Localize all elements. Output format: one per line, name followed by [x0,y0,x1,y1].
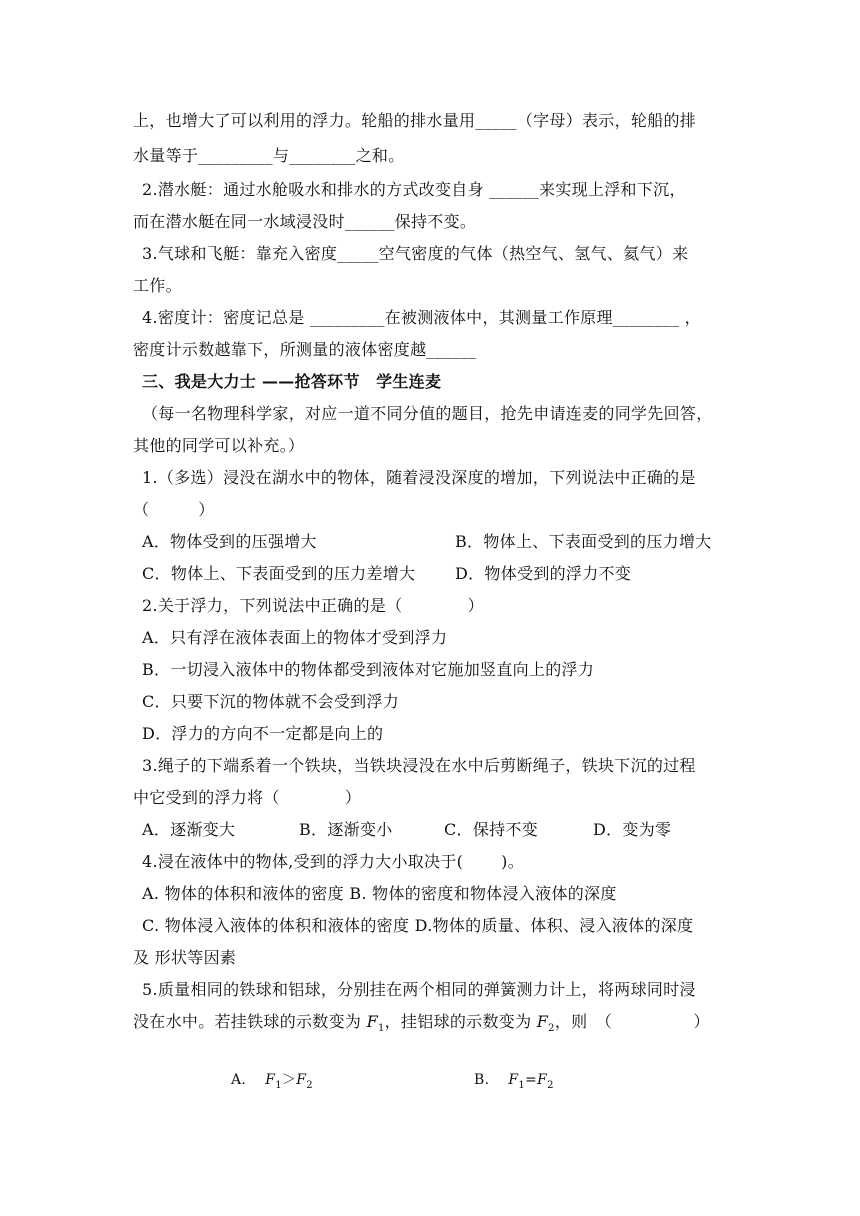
question-3-stem: 中它受到的浮力将（ ） [133,788,362,807]
option-c: C．物体上、下表面受到的压力差增大 [142,564,416,583]
option-b: B．逐渐变小 [299,820,393,839]
option-a: A．逐渐变大 [142,820,236,839]
option-a: A．物体受到的压强增大 [142,532,317,551]
question-4-options-cd: C. 物体浸入液体的体积和液体的密度 D.物体的质量、体积、浸入液体的深度 [142,916,694,935]
question-4-options-cd: 及 形状等因素 [133,948,237,967]
question-1-stem: （ ） [133,500,215,519]
question-4-options-ab: A. 物体的体积和液体的密度 B. 物体的密度和物体浸入液体的深度 [142,884,617,903]
option-b: B．物体上、下表面受到的压力增大 [455,532,712,551]
option-c: C．保持不变 [444,820,539,839]
question-5-stem: 没在水中。若挂铁球的示数变为 $F_1$，挂铝球的示数变为 $F_2$，则 （ ） [133,1012,710,1035]
option-d: D．物体受到的浮力不变 [455,564,632,583]
text-line: 上，也增大了可以利用的浮力。轮船的排水量用_____（字母）表示，轮船的排 [133,111,697,130]
question-4-stem: 4.浸在液体中的物体,受到的浮力大小取决于( )。 [142,852,525,871]
text-line: 密度计示数越靠下，所测量的液体密度越______ [133,340,477,359]
intro-line: 其他的同学可以补充。） [133,436,305,455]
option-a: A．只有浮在液体表面上的物体才受到浮力 [142,628,448,647]
question-5-option-a: A. $F_1>F_2$ [231,1072,313,1091]
text-line: 工作。 [133,276,182,295]
question-5-option-b: B. $F_1=F_2$ [474,1072,554,1091]
text-line: 2.潜水艇：通过水舱吸水和排水的方式改变自身 ______来实现上浮和下沉， [142,180,686,199]
question-5-stem: 5.质量相同的铁球和铝球，分别挂在两个相同的弹簧测力计上，将两球同时浸 [142,980,696,999]
option-b: B．一切浸入液体中的物体都受到液体对它施加竖直向上的浮力 [142,660,595,679]
question-1-options-row [142,532,742,552]
text-line: 水量等于_________与________之和。 [133,146,405,165]
text-line: 而在潜水艇在同一水域浸没时______保持不变。 [133,212,477,231]
question-2-stem: 2.关于浮力，下列说法中正确的是（ ） [142,596,484,615]
section-title: 三、我是大力士 ——抢答环节 学生连麦 [142,372,442,391]
question-1-options-row [142,564,742,584]
text-line: 4.密度计：密度记总是 _________在被测液体中，其测量工作原理________ ， [142,308,701,327]
question-3-stem: 3.绳子的下端系着一个铁块，当铁块浸没在水中后剪断绳子，铁块下沉的过程 [142,756,696,775]
option-c: C．只要下沉的物体就不会受到浮力 [142,692,400,711]
text-line: 3.气球和飞艇：靠充入密度_____空气密度的气体（热空气、氢气、氦气）来 [142,244,689,263]
question-1-stem: 1.（多选）浸没在湖水中的物体，随着浸没深度的增加，下列说法中正确的是 [142,468,696,487]
intro-line: （每一名物理科学家，对应一道不同分值的题目，抢先申请连麦的同学先回答， [142,404,713,423]
option-d: D．变为零 [593,820,672,839]
option-d: D．浮力的方向不一定都是向上的 [142,724,384,743]
